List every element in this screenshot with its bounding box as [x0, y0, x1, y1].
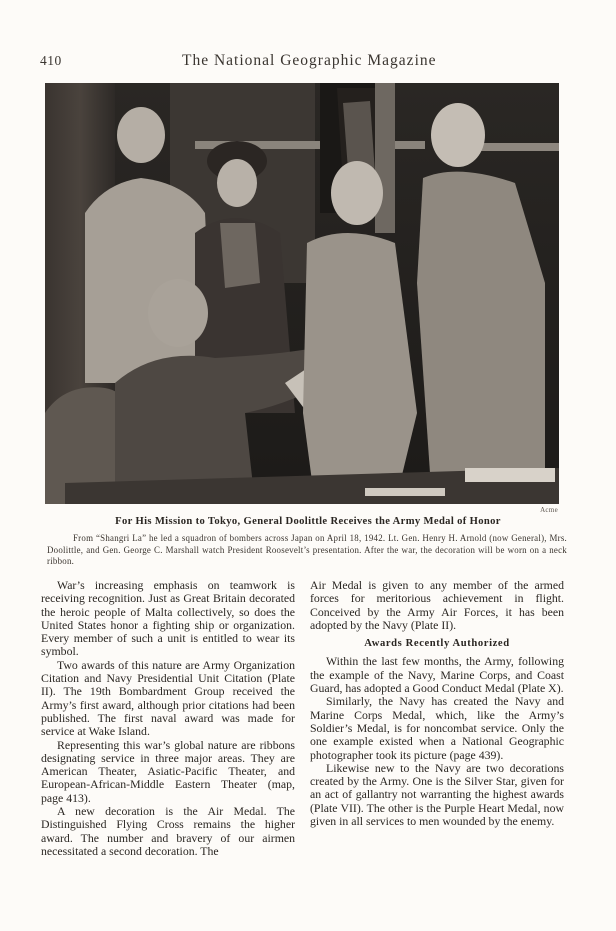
article-paragraph: Likewise new to the Navy are two decorations created by the Army. One is the Silver Star, given for an act of gallantry not warranting the highest awards (Plate VII). The other is the Purple Heart Medal, now given in all services to men wounded by the enemy. — [310, 760, 564, 829]
article-column-left — [41, 579, 295, 858]
article-paragraph: Within the last few months, the Army, following the example of the Navy, Marine Corps, and Coast Guard, has adopted a Good Conduct Medal (Plate X). — [310, 654, 564, 696]
photograph-icon — [45, 83, 559, 504]
page-number: 410 — [40, 53, 62, 68]
photo-credit: Acme — [540, 506, 558, 514]
photograph — [45, 83, 559, 504]
magazine-title: The National Geographic Magazine — [182, 52, 437, 69]
page-header — [40, 53, 570, 75]
article-column-right — [310, 579, 564, 828]
article-paragraph: A new decoration is the Air Medal. The Distinguished Flying Cross remains the higher award. The number and bravery of our airmen necessitated a second decoration. The — [41, 804, 295, 858]
section-subheading: Awards Recently Authorized — [364, 638, 510, 650]
article-paragraph: Two awards of this nature are Army Organization Citation and Navy Presidential Unit Citation (Plate II). The 19th Bombardment Group received the Army’s first award, although prior citations had been published. The first naval award was made for service at Wake Island. — [41, 657, 295, 739]
caption-body: From “Shangri La” he led a squadron of bombers across Japan on April 18, 1942. Lt. Gen. Henry H. Arnold (now General), Mrs. Doolittle, and Gen. George C. Marshall watch President Roosevelt’s presentation. After the war, the decoration will be worn on a neck ribbon. — [47, 533, 567, 567]
article-paragraph: Similarly, the Navy has created the Navy and Marine Corps Medal, which, like the Army’s Soldier’s Medal, is for noncombat service. Only the one example existed when a National Geographic photographer took its picture (page 439). — [310, 694, 564, 762]
article-paragraph: Representing this war’s global nature are ribbons designating service in three major areas. They are American Theater, Asiatic-Pacific Theater, and European-African-Middle Eastern Theater (map, page 413). — [41, 737, 295, 805]
article-paragraph: War’s increasing emphasis on teamwork is receiving recognition. Just as Great Britain decorated the heroic people of Malta collectively, so does the United States honor a fighting ship or organization. Every member of such a unit is entitled to wear its symbol. — [41, 578, 295, 659]
article-paragraph-continued: Air Medal is given to any member of the armed forces for meritorious achievement in flight. Conceived by the Army Air Forces, it has been adopted by the Navy (Plate II). — [310, 578, 564, 632]
caption-title: For His Mission to Tokyo, General Doolittle Receives the Army Medal of Honor — [115, 516, 501, 527]
